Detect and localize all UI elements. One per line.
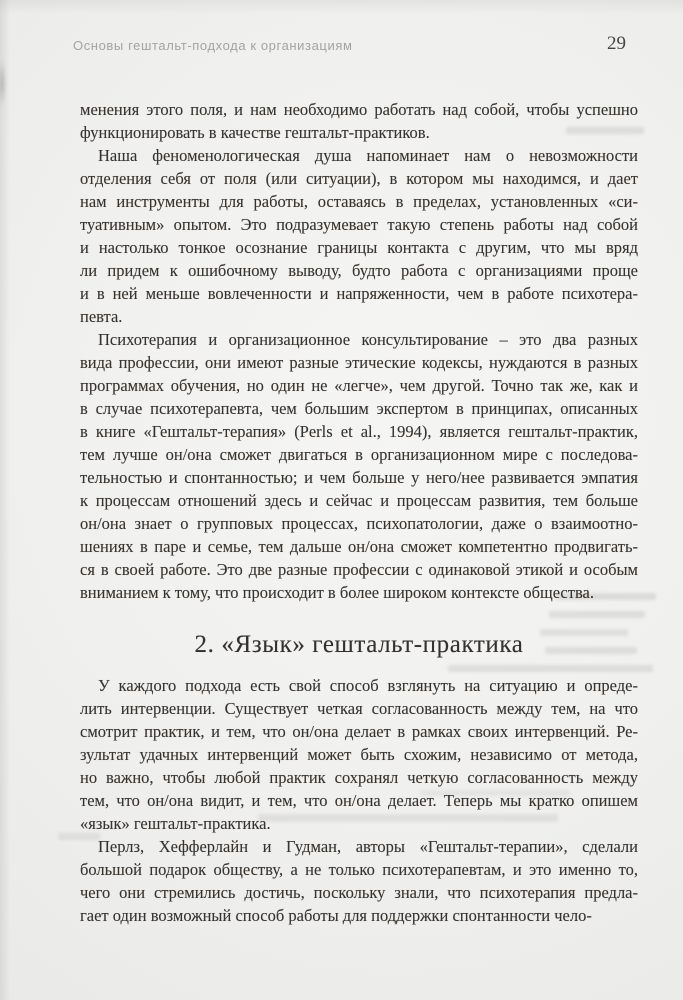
text-line: менения этого поля, и нам необходимо работать над собой, чтобы успешно (80, 100, 638, 119)
running-title: Основы гештальт-подхода к организациям (73, 38, 353, 53)
text-line: функционировать в качестве гештальт-практиков. (80, 123, 430, 142)
text-line: смотрит практик, и тем, что он/она делает в рамках своих интервенций. Ре- (80, 722, 638, 741)
text-line: программах обучения, но один не «легче», чем другой. Точно так же, как и (80, 376, 638, 395)
text-line: вида профессии, они имеют разные этические кодексы, нуждаются в разных (80, 353, 638, 372)
text-line: отделения себя от поля (или ситуации), в котором мы находимся, и дает (80, 169, 638, 188)
text-line: зультат удачных интервенций может быть схожим, независимо от метода, (80, 745, 638, 764)
photo-left-edge-shade (0, 0, 10, 1000)
text-line: к процессам отношений здесь и сейчас и процессам развития, тем больше (80, 491, 638, 510)
text-line: «язык» гештальт-практика. (80, 814, 271, 833)
text-line: он/она знает о групповых процессах, психопатологии, даже о взаимоотно- (80, 514, 638, 533)
text-line: туативным» опытом. Это подразумевает такую степень работы над собой (80, 215, 638, 234)
text-line: певта. (80, 307, 123, 326)
text-line: тельностью и спонтанностью; и чем больше у него/нее развивается эмпатия (80, 468, 638, 487)
text-line: У каждого подхода есть свой способ взглянуть на ситуацию и опреде- (98, 676, 638, 695)
text-line: гает один возможный способ работы для поддержки спонтанности чело- (80, 906, 592, 925)
text-line: ли придем к ошибочному выводу, будто работа с организациями проще (80, 261, 638, 280)
text-line: Наша феноменологическая душа напоминает нам о невозможности (98, 146, 638, 165)
text-line: большой подарок обществу, а не только психотерапевтам, и это именно то, (80, 860, 638, 879)
text-line: чего они стремились достичь, поскольку знали, что психотерапия предла- (80, 883, 638, 902)
body-paragraph (80, 144, 638, 328)
text-line: в книге «Гештальт-терапия» (Perls et al., 1994), является гештальт-практик, (80, 422, 638, 441)
text-line: в случае психотерапевта, чем большим экспертом в принципах, описанных (80, 399, 638, 418)
body-paragraph (80, 328, 638, 604)
text-line: Психотерапия и организационное консультирование – это два разных (98, 330, 638, 349)
text-line: тем лучше он/она сможет двигаться в организационном мире с последова- (80, 445, 638, 464)
body-paragraph (80, 98, 638, 144)
text-line: но важно, чтобы любой практик сохранял четкую согласованность между (80, 768, 638, 787)
text-line: ся в своей работе. Это две разные профессии с одинаковой этикой и особым (80, 560, 638, 579)
body-paragraph (80, 674, 638, 835)
text-column (80, 98, 638, 927)
section-heading: 2. «Язык» гештальт-практика (194, 631, 524, 658)
text-line: и в ней меньше вовлеченности и напряженности, чем в работе психотера- (80, 284, 638, 303)
text-line: нам инструменты для работы, оставаясь в пределах, установленных «си- (80, 192, 638, 211)
text-line: лить интервенции. Существует четкая согласованность между тем, на что (80, 699, 638, 718)
photo-edge-smudge (0, 50, 6, 116)
text-line: и настолько тонкое осознание границы контакта с другим, что мы вряд (80, 238, 638, 257)
text-line: Перлз, Хефферлайн и Гудман, авторы «Гештальт-терапии», сделали (98, 837, 638, 856)
photo-top-shade (0, 0, 683, 14)
body-paragraph (80, 835, 638, 927)
text-line: вниманием к тому, что происходит в более широком контексте общества. (80, 583, 594, 602)
page-number: 29 (607, 33, 626, 54)
text-line: шениях в паре и семье, тем дальше он/она сможет компетентно продвигать- (80, 537, 638, 556)
text-line: тем, что он/она видит, и тем, что он/она делает. Теперь мы кратко опишем (80, 791, 638, 810)
